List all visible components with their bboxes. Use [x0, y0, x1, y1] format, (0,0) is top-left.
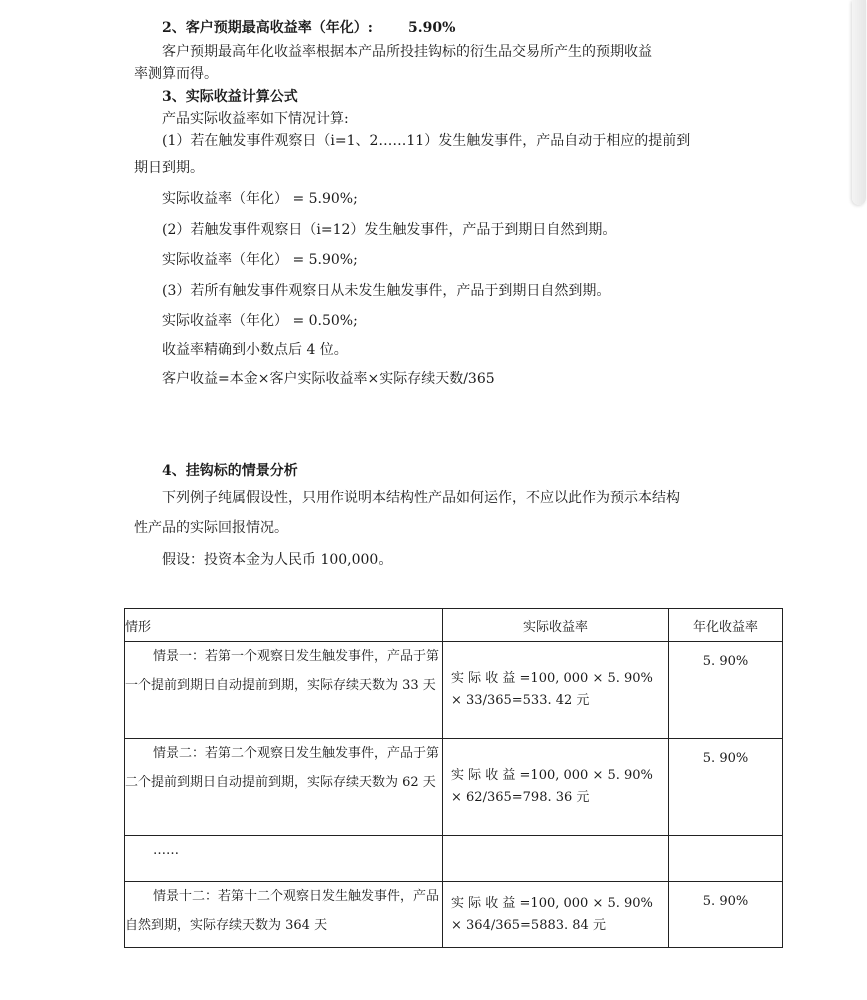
scenario-ellipsis: …… — [125, 836, 443, 882]
case3-text: (3）若所有触发事件观察日从未发生触发事件，产品于到期日自然到期。 — [162, 283, 611, 299]
header-actual-return: 实际收益率 — [443, 609, 669, 642]
table-row — [125, 836, 783, 882]
scenario-formula: 实 际 收 益 =100, 000 × 5. 90% × 364/365=5883. 84 元 — [443, 882, 669, 948]
scenario-formula — [443, 836, 669, 882]
section4-paragraph-line2: 性产品的实际回报情况。 — [134, 520, 288, 536]
scrollbar-thumb[interactable] — [852, 0, 866, 205]
section3-intro: 产品实际收益率如下情况计算: — [162, 111, 349, 127]
precision-note: 收益率精确到小数点后 4 位。 — [162, 342, 348, 358]
section2-value: 5.90% — [408, 20, 456, 36]
table-row — [125, 739, 783, 836]
case3-rate: 实际收益率（年化） = 0.50%; — [162, 313, 358, 329]
table-header-row — [125, 609, 783, 642]
section2-heading: 2、客户预期最高收益率（年化）: — [162, 20, 373, 36]
section4-paragraph-line1: 下列例子纯属假设性，只用作说明本结构性产品如何运作，不应以此作为预示本结构 — [162, 490, 680, 506]
scenario-formula: 实 际 收 益 =100, 000 × 5. 90% × 33/365=533. 42 元 — [443, 642, 669, 739]
scenario-description: 情景二：若第二个观察日发生触发事件，产品于第二个提前到期日自动提前到期，实际存续天数为 62 天 — [125, 739, 443, 836]
header-scenario: 情形 — [125, 609, 443, 642]
header-annual-rate: 年化收益率 — [669, 609, 783, 642]
scenario-description: 情景十二：若第十二个观察日发生触发事件，产品自然到期，实际存续天数为 364 天 — [125, 882, 443, 948]
scenario-description: 情景一：若第一个观察日发生触发事件，产品于第一个提前到期日自动提前到期，实际存续天数为 33 天 — [125, 642, 443, 739]
scenario-rate: 5. 90% — [669, 642, 783, 739]
table-row — [125, 882, 783, 948]
income-formula: 客户收益=本金×客户实际收益率×实际存续天数/365 — [162, 371, 495, 387]
scenario-rate: 5. 90% — [669, 739, 783, 836]
section3-heading: 3、实际收益计算公式 — [162, 89, 298, 105]
case1-rate: 实际收益率（年化） = 5.90%; — [162, 191, 358, 207]
section2-paragraph-line1: 客户预期最高年化收益率根据本产品所投挂钩标的衍生品交易所产生的预期收益 — [162, 44, 652, 60]
section4-heading: 4、挂钩标的情景分析 — [162, 463, 298, 479]
scenario-rate — [669, 836, 783, 882]
scenario-rate: 5. 90% — [669, 882, 783, 948]
case2-text: (2）若触发事件观察日（i=12）发生触发事件，产品于到期日自然到期。 — [162, 222, 617, 238]
scenario-formula: 实 际 收 益 =100, 000 × 5. 90% × 62/365=798. 36 元 — [443, 739, 669, 836]
scenario-table — [124, 608, 783, 948]
case2-rate: 实际收益率（年化） = 5.90%; — [162, 252, 358, 268]
assumption-text: 假设：投资本金为人民币 100,000。 — [162, 552, 393, 568]
section2-paragraph-line2: 率测算而得。 — [134, 66, 218, 82]
case1-line2: 期日到期。 — [134, 160, 204, 176]
table-row — [125, 642, 783, 739]
case1-line1: (1）若在触发事件观察日（i=1、2……11）发生触发事件，产品自动于相应的提前到 — [162, 133, 691, 149]
